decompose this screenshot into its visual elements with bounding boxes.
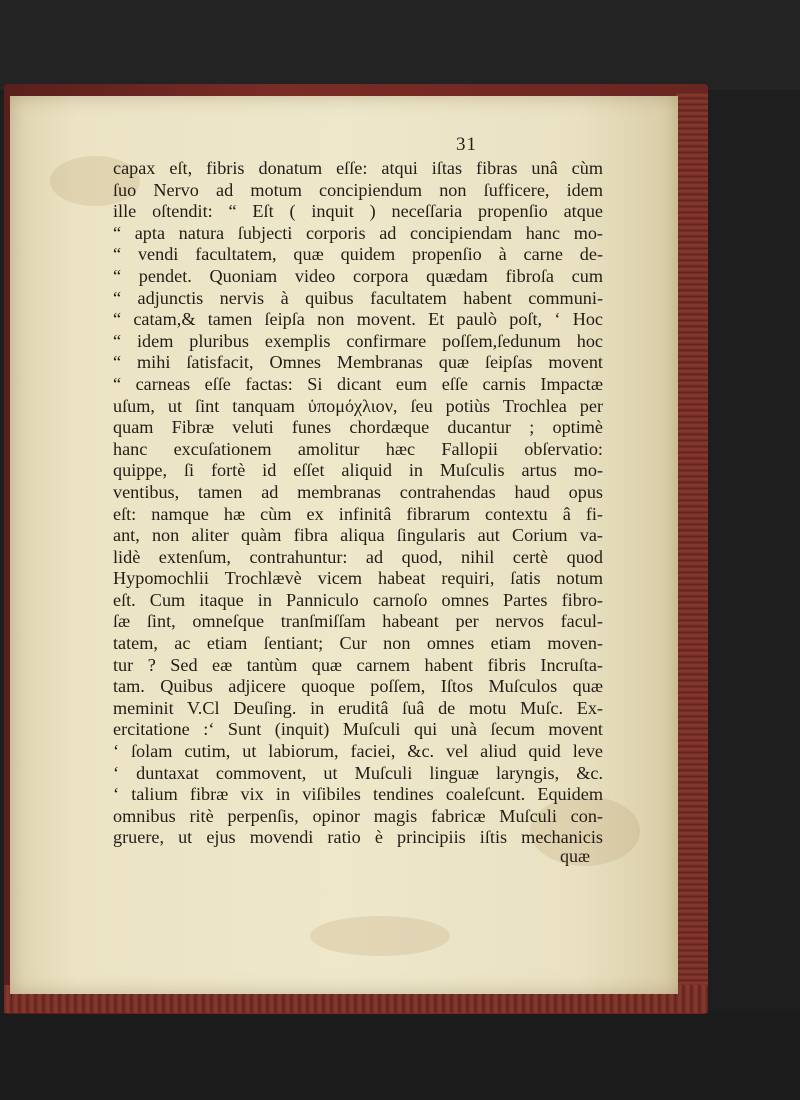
text-line: ventibus, tamen ad membranas contrahendas haud opus (113, 481, 603, 502)
text-line: quippe, ſi fortè id eſſet aliquid in Muſculis artus mo- (113, 460, 603, 481)
dark-background-top (0, 0, 800, 90)
text-line: gruere, ut ejus movendi ratio è principiis iſtis mechanicis (113, 827, 603, 848)
text-line: “ pendet. Quoniam video corpora quædam fibroſa cum (113, 265, 603, 286)
text-line: ille oſtendit: “ Eſt ( inquit ) neceſſaria propenſio atque (113, 201, 603, 222)
text-line: tatem, ac etiam ſentiant; Cur non omnes etiam moven- (113, 633, 603, 654)
text-line: Hypomochlii Trochlævè vicem habeat requiri, ſatis notum (113, 568, 603, 589)
text-line: ‘ talium fibræ vix in viſibiles tendines coaleſcunt. Equidem (113, 784, 603, 805)
text-line: tur ? Sed eæ tantùm quæ carnem habent fibris Incruſta- (113, 654, 603, 675)
text-line: “ vendi facultatem, quæ quidem propenſio à carne de- (113, 244, 603, 265)
text-line: “ catam,& tamen ſeipſa non movent. Et paulò poſt, ‘ Hoc (113, 309, 603, 330)
text-line: “ adjunctis nervis à quibus facultatem habent communi- (113, 287, 603, 308)
page-number: 31 (456, 134, 477, 155)
text-line: ant, non aliter quàm fibra aliqua ſingularis aut Corium va- (113, 525, 603, 546)
text-line: “ apta natura ſubjecti corporis ad concipiendam hanc mo- (113, 222, 603, 243)
text-line: ‘ duntaxat commovent, ut Muſculi linguæ laryngis, &c. (113, 762, 603, 783)
text-line: ſuo Nervo ad motum concipiendum non ſufficere, idem (113, 179, 603, 200)
text-line: uſum, ut ſint tanquam ὑπομόχλιον, ſeu potiùs Trochlea per (113, 395, 603, 416)
text-line: tam. Quibus adjicere quoque poſſem, Iſtos Muſculos quæ (113, 676, 603, 697)
text-line: meminit V.Cl Deuſing. in eruditâ ſuâ de motu Muſc. Ex- (113, 697, 603, 718)
text-line: ercitatione :‘ Sunt (inquit) Muſculi qui unà ſecum movent (113, 719, 603, 740)
dark-background-bottom (0, 1010, 800, 1100)
book-page (10, 96, 678, 994)
text-line: “ idem pluribus exemplis confirmare poſſem,ſedunum hoc (113, 330, 603, 351)
paper-stain (310, 916, 450, 956)
catchword: quæ (560, 846, 591, 866)
body-text (113, 158, 603, 849)
text-line: ‘ ſolam cutim, ut labiorum, faciei, &c. vel aliud quid leve (113, 741, 603, 762)
text-line: lidè extenſum, contrahuntur: ad quod, nihil certè quod (113, 546, 603, 567)
binding-edge-right (676, 92, 708, 1004)
text-line: ſæ ſint, omneſque tranſmiſſam habeant per nervos facul- (113, 611, 603, 632)
text-line: quam Fibræ veluti funes chordæque ducantur ; optimè (113, 417, 603, 438)
text-line: “ carneas eſſe factas: Si dicant eum eſſe carnis Impactæ (113, 373, 603, 394)
text-line: “ mihi ſatisfacit, Omnes Membranas quæ ſeipſas movent (113, 352, 603, 373)
text-line: hanc excuſationem amolitur hæc Fallopii obſervatio: (113, 438, 603, 459)
text-line: omnibus ritè perpenſis, opinor magis fabricæ Muſculi con- (113, 805, 603, 826)
text-line: eſt. Cum itaque in Panniculo carnoſo omnes Partes fibro- (113, 589, 603, 610)
text-line: capax eſt, fibris donatum eſſe: atqui iſtas fibras unâ cùm (113, 158, 603, 178)
text-line: eſt: namque hæ cùm ex infinitâ fibrarum contextu â fi- (113, 503, 603, 524)
